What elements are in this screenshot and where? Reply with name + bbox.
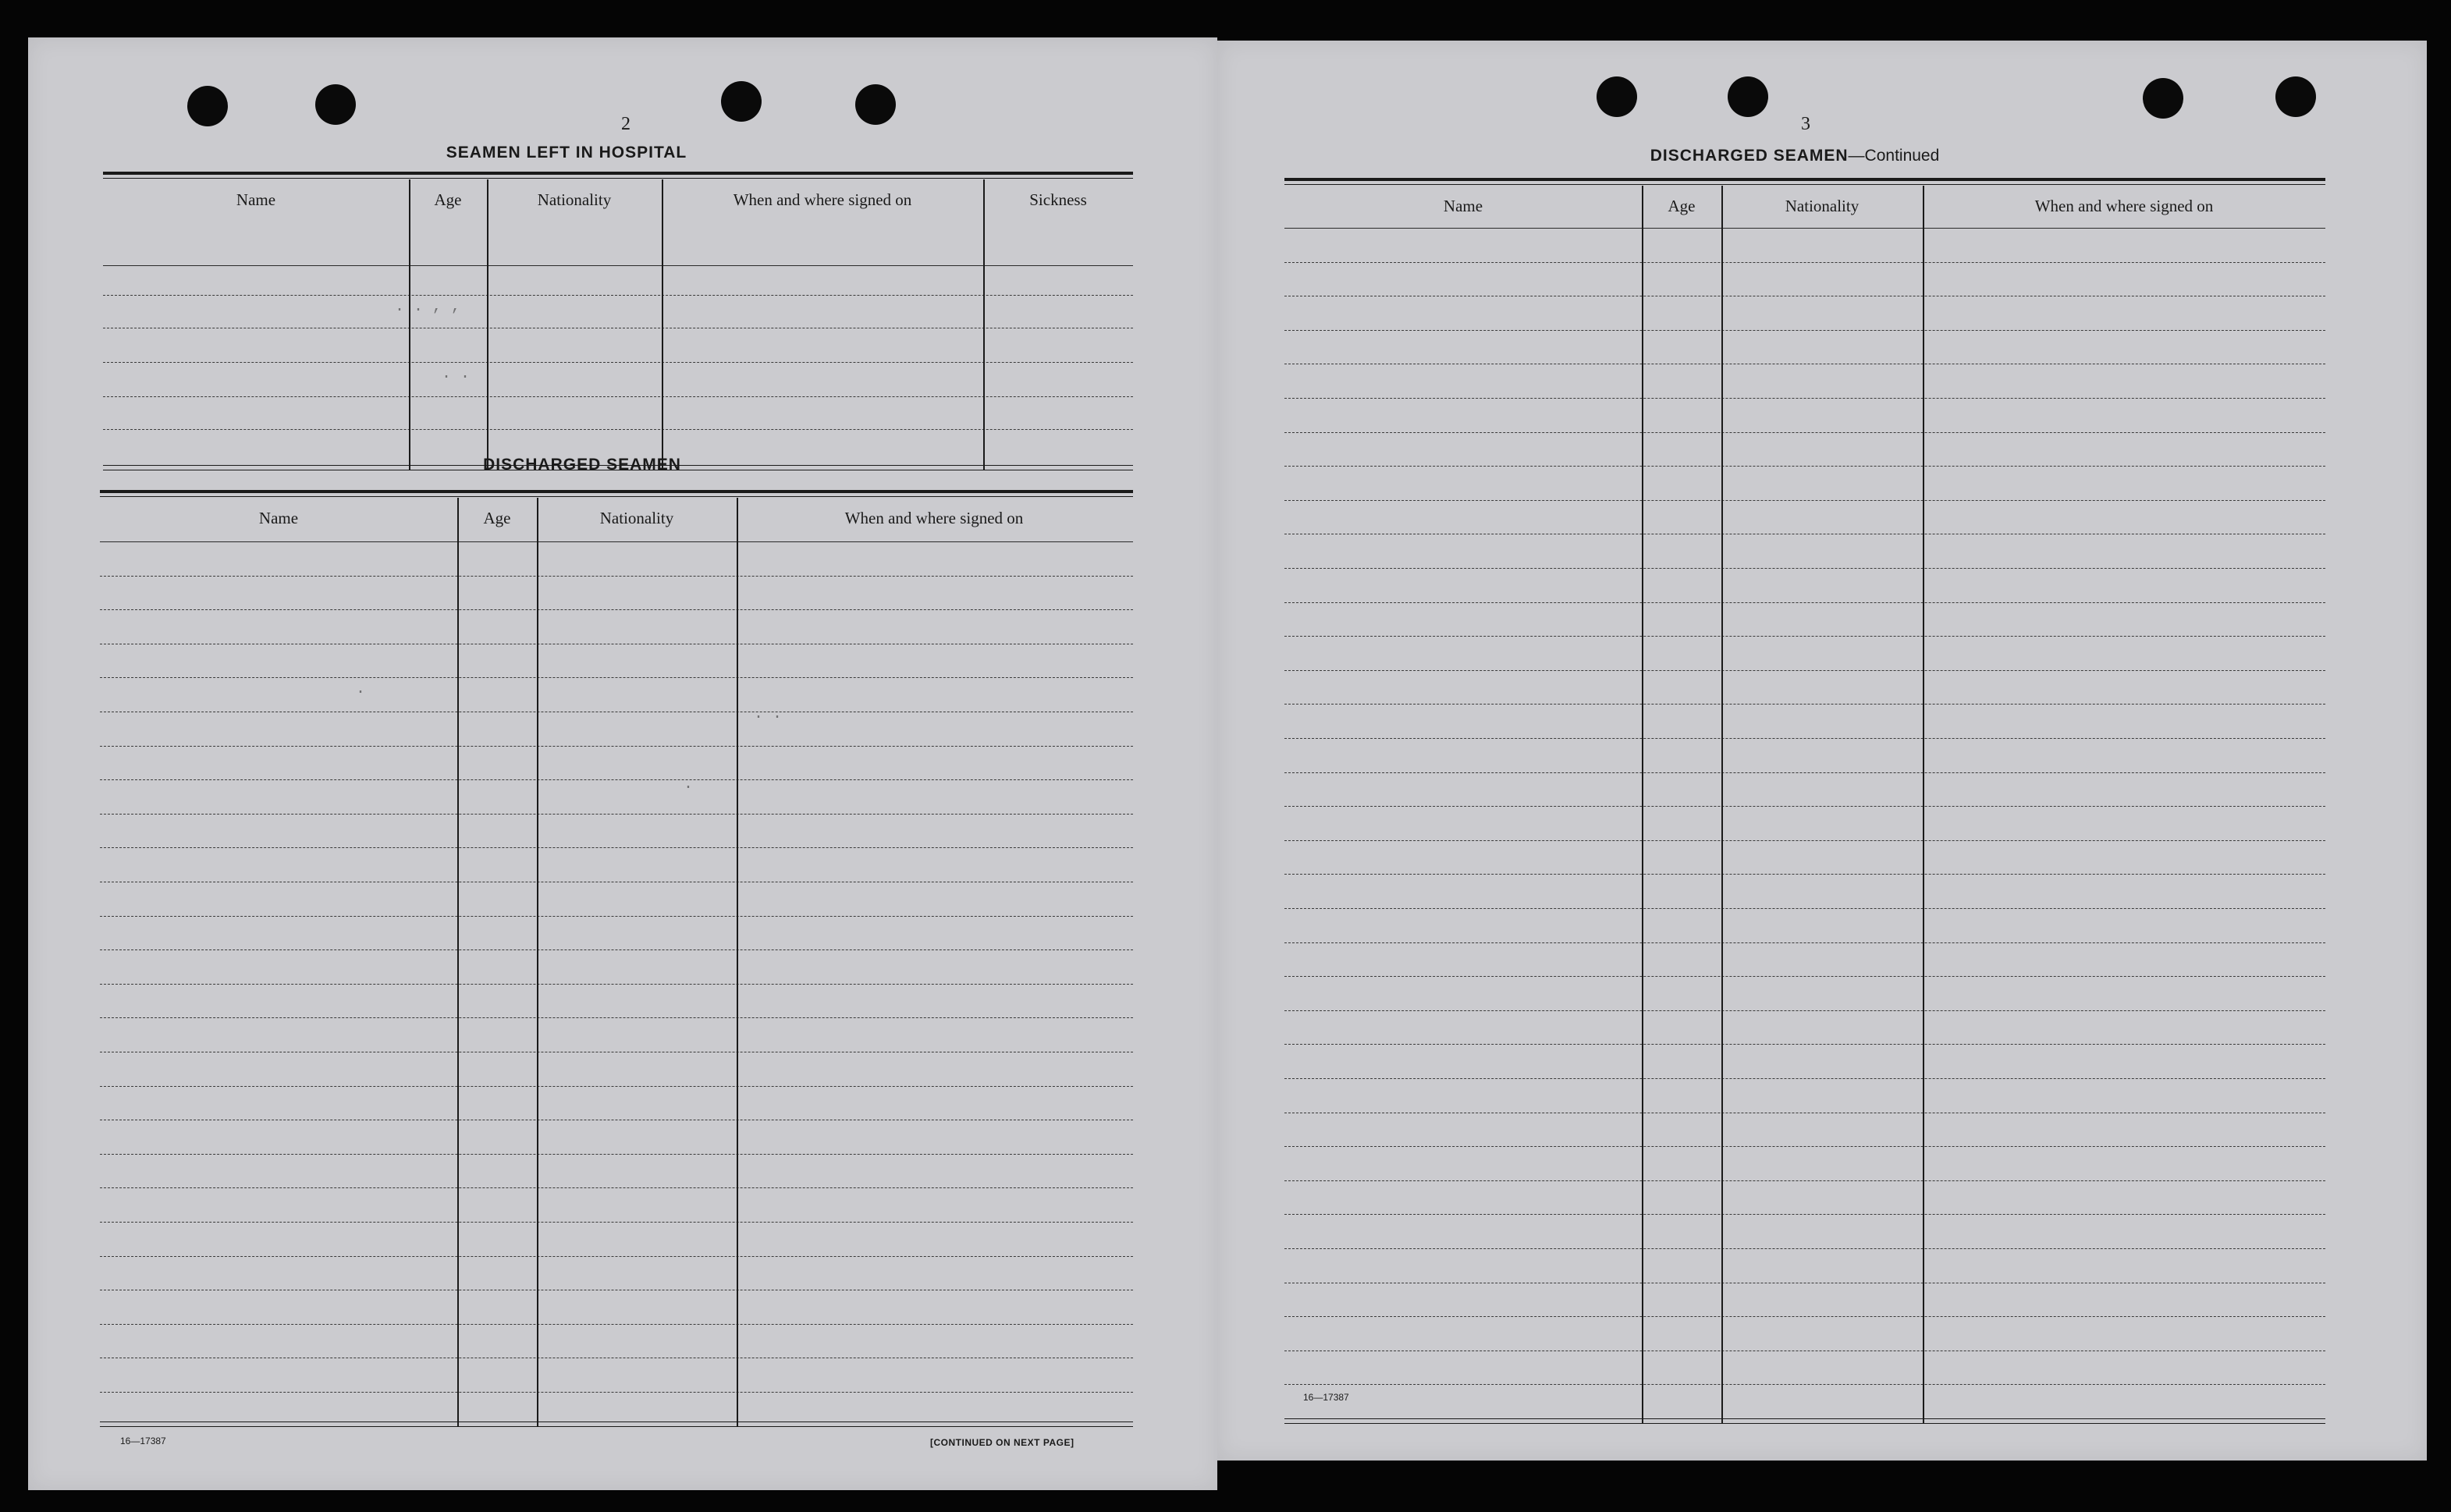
entry-line (1284, 908, 2325, 909)
entry-line (1284, 670, 2325, 671)
hospital-table (103, 172, 1133, 473)
form-number: 16—17387 (120, 1436, 166, 1446)
bleed-through-mark: . (356, 680, 366, 698)
entry-line (100, 949, 1133, 950)
punch-hole (855, 84, 896, 125)
punch-hole (1597, 76, 1637, 117)
entry-line (100, 779, 1133, 780)
entry-line (100, 576, 1133, 577)
discharged-continued-title (1561, 147, 2029, 165)
entry-line (1284, 1078, 2325, 1079)
entry-line (1284, 1044, 2325, 1045)
entry-line (100, 984, 1133, 985)
entry-line (100, 1187, 1133, 1188)
bleed-through-mark: . . (442, 365, 471, 383)
entry-line (100, 677, 1133, 678)
entry-line (100, 814, 1133, 815)
entry-line (1284, 1010, 2325, 1011)
col-name: Name (1443, 197, 1483, 215)
punch-hole (2275, 76, 2316, 117)
col-when-where: When and where signed on (733, 190, 912, 209)
entry-line (1284, 1180, 2325, 1181)
entry-line (1284, 1214, 2325, 1215)
entry-line (1284, 1146, 2325, 1147)
entry-line (100, 1222, 1133, 1223)
col-name: Name (236, 190, 276, 209)
entry-line (1284, 398, 2325, 399)
form-number: 16—17387 (1303, 1392, 1349, 1403)
entry-line (100, 1324, 1133, 1325)
left-page (28, 37, 1217, 1490)
entry-line (1284, 602, 2325, 603)
punch-hole (1728, 76, 1768, 117)
col-age: Age (1668, 197, 1696, 215)
punch-hole (721, 81, 762, 122)
entry-line (100, 916, 1133, 917)
entry-line (1284, 704, 2325, 705)
discharged-table (100, 490, 1133, 1431)
continued-suffix: —Continued (1848, 147, 1940, 165)
entry-line (1284, 840, 2325, 841)
entry-line (100, 1392, 1133, 1393)
col-age: Age (434, 190, 462, 209)
entry-line (1284, 330, 2325, 331)
col-nationality: Nationality (1785, 197, 1860, 215)
entry-line (100, 847, 1133, 848)
entry-line (1284, 1248, 2325, 1249)
discharged-title-text: DISCHARGED SEAMEN (1650, 147, 1849, 165)
entry-line (1284, 466, 2325, 467)
col-sickness: Sickness (1029, 190, 1087, 209)
entry-line (100, 1154, 1133, 1155)
entry-line (100, 746, 1133, 747)
entry-line (1284, 636, 2325, 637)
bleed-through-mark: . . , , (395, 298, 461, 316)
discharged-continued-table (1284, 178, 2325, 1421)
entry-line (1284, 976, 2325, 977)
entry-line (1284, 500, 2325, 501)
entry-line (1284, 874, 2325, 875)
col-nationality: Nationality (537, 190, 612, 209)
entry-line (100, 1017, 1133, 1018)
entry-line (1284, 432, 2325, 433)
col-age: Age (483, 509, 511, 527)
continued-note: [CONTINUED ON NEXT PAGE] (930, 1437, 1075, 1448)
entry-line (1284, 806, 2325, 807)
col-when-where: When and where signed on (844, 509, 1024, 527)
entry-line (1284, 568, 2325, 569)
page-number: 2 (621, 114, 631, 134)
entry-line (100, 541, 1133, 542)
entry-line (1284, 262, 2325, 263)
bleed-through-mark: . . (754, 705, 783, 723)
entry-line (100, 1256, 1133, 1257)
discharged-continued-header (1284, 186, 2325, 229)
punch-hole (187, 86, 228, 126)
col-name: Name (258, 509, 299, 527)
discharged-table-header (100, 498, 1133, 541)
hospital-table-header (103, 179, 1133, 223)
right-page (1217, 41, 2427, 1461)
punch-hole (315, 84, 356, 125)
col-when-where: When and where signed on (2034, 197, 2214, 215)
bleed-through-mark: . (684, 776, 694, 793)
entry-line (1284, 738, 2325, 739)
hospital-section-title: SEAMEN LEFT IN HOSPITAL (446, 144, 687, 161)
entry-line (1284, 942, 2325, 943)
discharged-section-title: DISCHARGED SEAMEN (483, 456, 681, 474)
page-number: 3 (1801, 114, 1810, 134)
entry-line (100, 1086, 1133, 1087)
entry-line (1284, 1384, 2325, 1385)
entry-line (1284, 1316, 2325, 1317)
entry-line (100, 609, 1133, 610)
col-nationality: Nationality (599, 509, 674, 527)
entry-line (1284, 772, 2325, 773)
entry-line (1284, 228, 2325, 229)
punch-hole (2143, 78, 2183, 119)
